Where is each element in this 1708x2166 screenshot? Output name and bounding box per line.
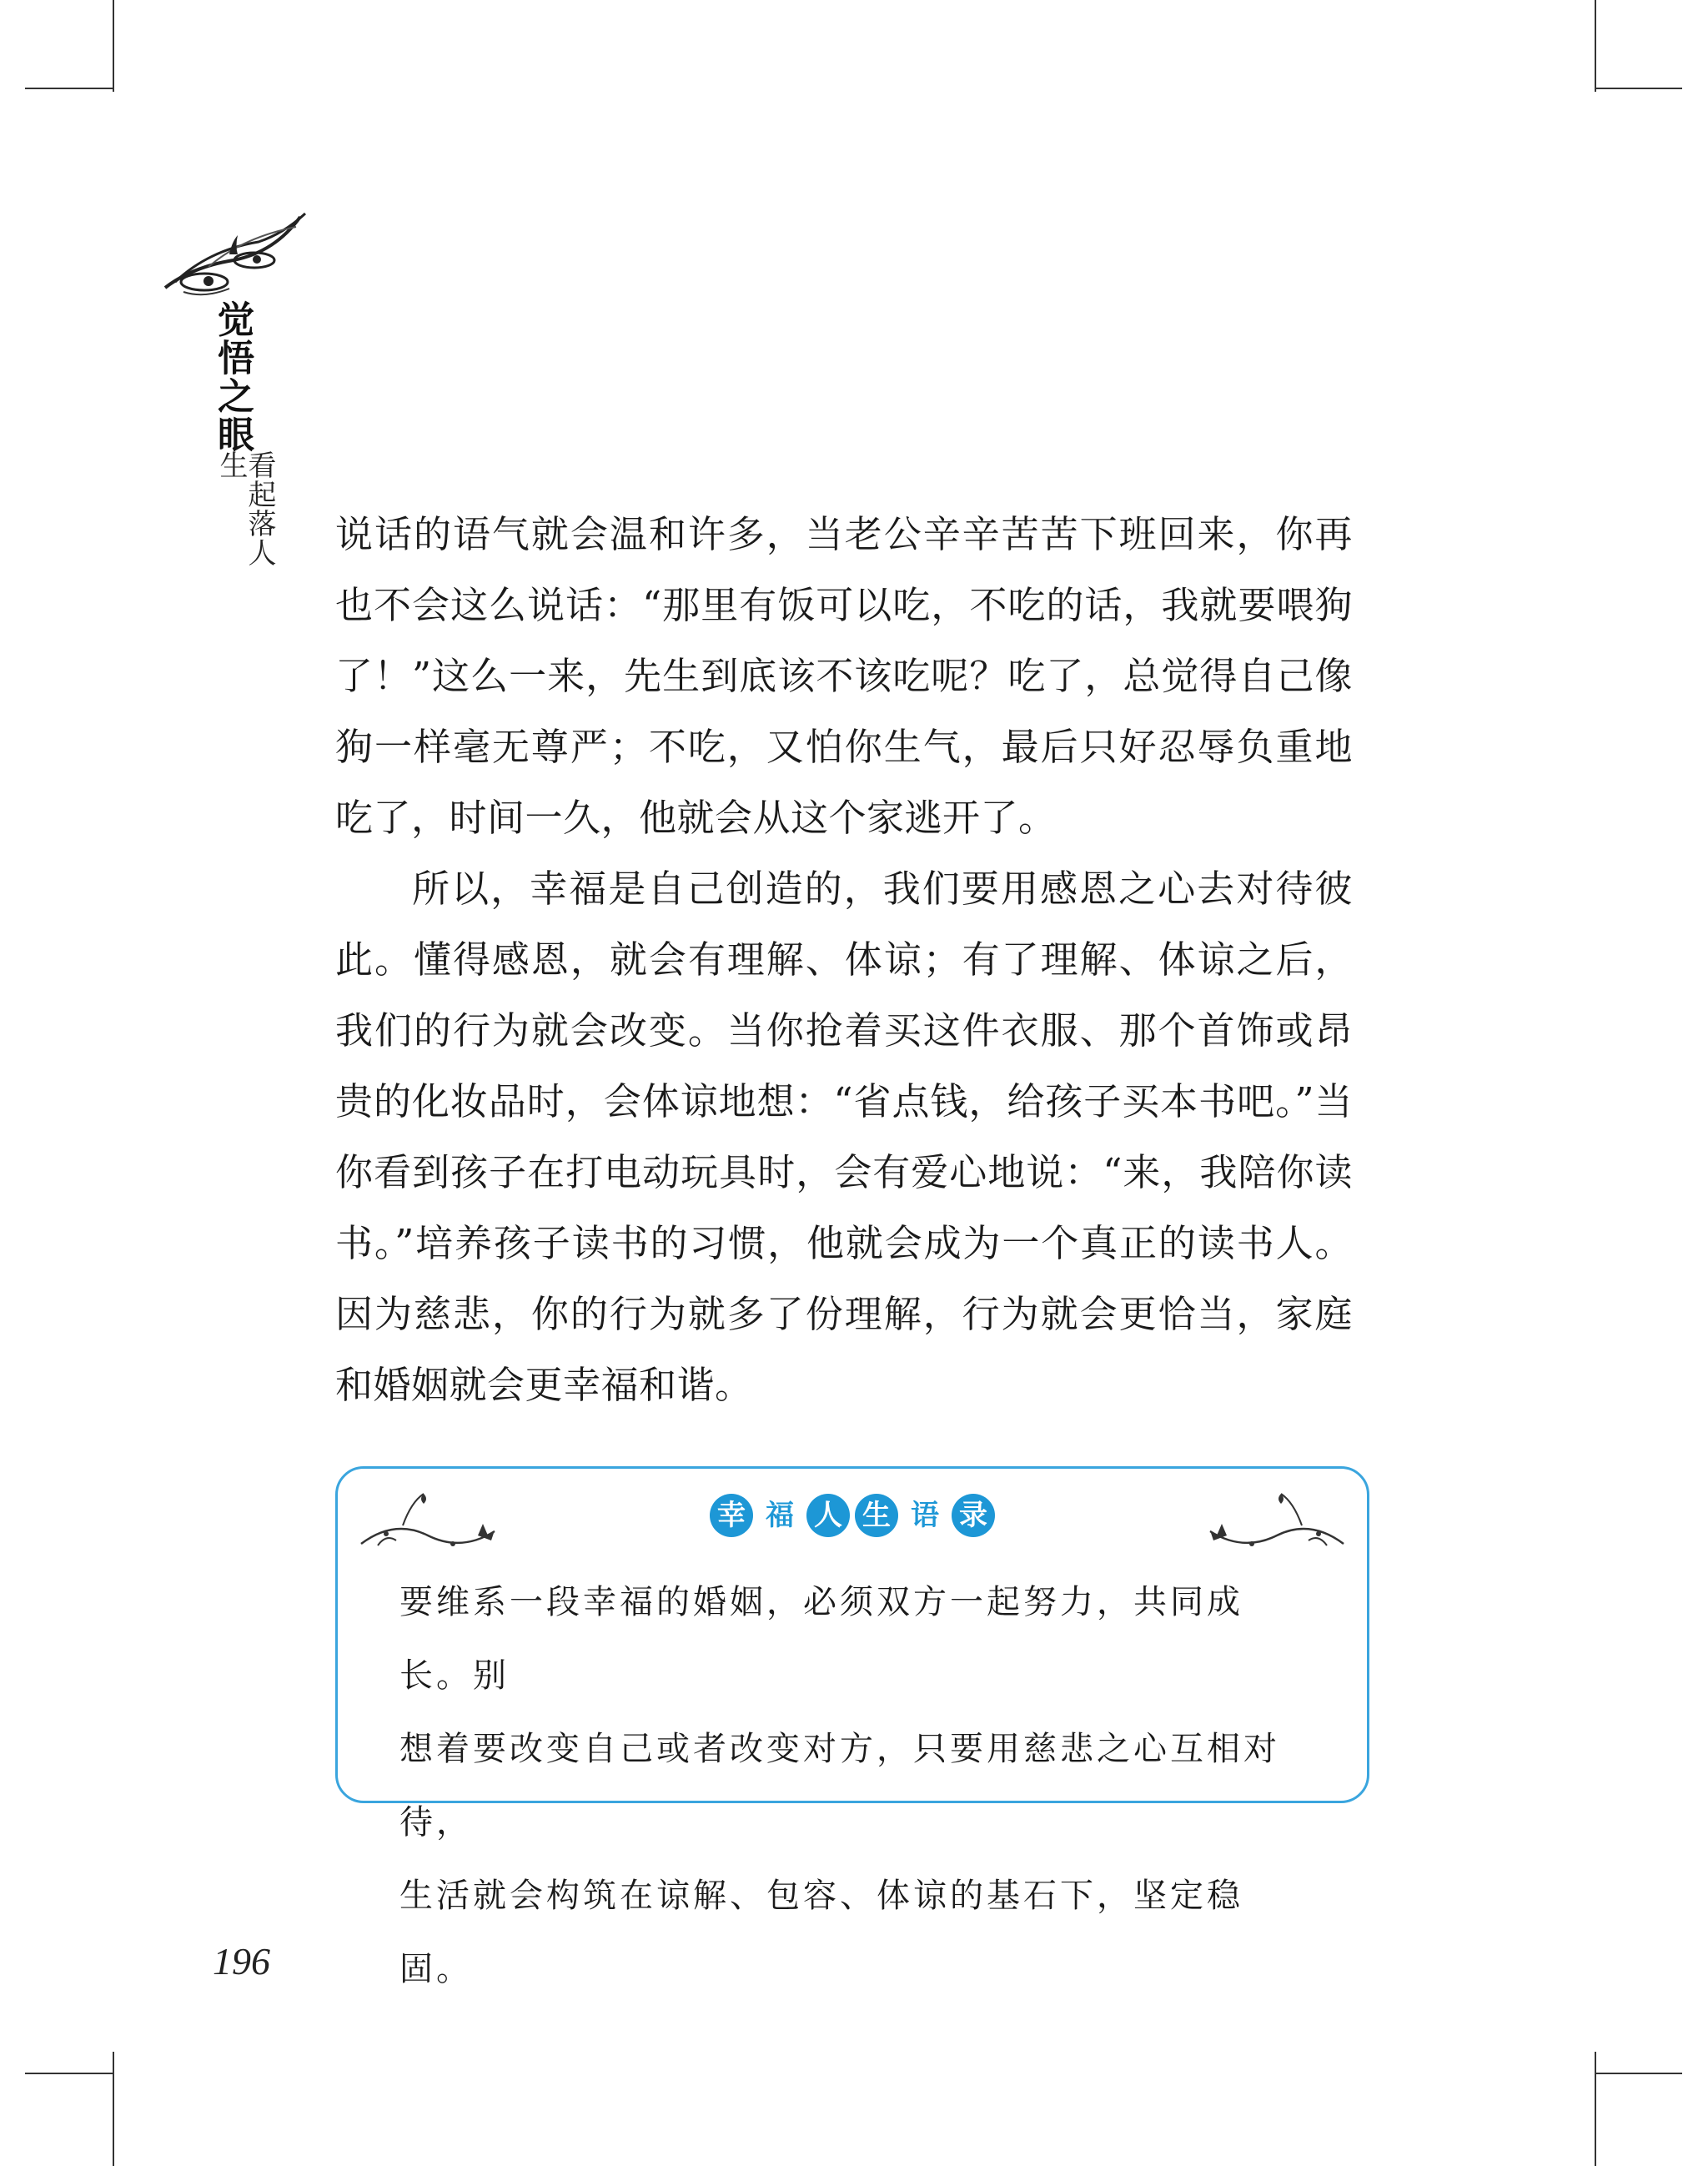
title-char: 幸 — [710, 1494, 753, 1537]
title-char: 福 — [766, 1499, 794, 1532]
title-char: 人 — [806, 1494, 850, 1537]
quote-text — [399, 1565, 1292, 2006]
paragraph: 说话的语气就会温和许多，当老公辛辛苦苦下班回来，你再也不会这么说话：“那里有饭可以吃，不吃的话，我就要喂狗了！”这么一来，先生到底该不该吃呢？吃了，总觉得自己像狗一样毫无尊严；不吃，又怕你生气，最后只好忍辱负重地吃了，时间一久，他就会从这个家逃开了。 — [335, 512, 1353, 840]
body-text — [335, 499, 1353, 1420]
eye-ornament-icon — [158, 209, 309, 300]
quote-box — [335, 1466, 1369, 1988]
quote-line: 想着要改变自己或者改变对方，只要用慈悲之心互相对待， — [399, 1730, 1280, 1842]
running-head — [158, 209, 325, 592]
running-head-subtitle: 看起落人生 — [214, 450, 276, 567]
crop-mark — [25, 88, 113, 89]
crop-mark — [113, 0, 114, 92]
page-number: 196 — [213, 1940, 270, 1983]
quote-box-title — [338, 1494, 1367, 1537]
crop-mark — [25, 2073, 114, 2074]
title-char: 生 — [855, 1494, 898, 1537]
title-char: 录 — [952, 1494, 995, 1537]
quote-line: 生活就会构筑在谅解、包容、体谅的基石下，坚定稳固。 — [399, 1877, 1243, 1988]
crop-mark — [1595, 2073, 1682, 2074]
running-head-title: 觉悟之眼 — [211, 300, 254, 454]
title-char: 语 — [911, 1499, 939, 1532]
crop-mark — [1595, 88, 1682, 89]
paragraph: 所以，幸福是自己创造的，我们要用感恩之心去对待彼此。懂得感恩，就会有理解、体谅；有了理解、体谅之后，我们的行为就会改变。当你抢着买这件衣服、那个首饰或昂贵的化妆品时，会体谅地想：“省点钱，给孩子买本书吧。”当你看到孩子在打电动玩具时，会有爱心地说：“来，我陪你读书。”培养孩子读书的习惯，他就会成为一个真正的读书人。因为慈悲，你的行为就多了份理解，行为就会更恰当，家庭和婚姻就会更幸福和谐。 — [335, 867, 1353, 1407]
crop-mark — [1595, 2052, 1596, 2166]
crop-mark — [113, 2052, 114, 2166]
crop-mark — [1595, 0, 1596, 92]
quote-line: 要维系一段幸福的婚姻，必须双方一起努力，共同成长。别 — [399, 1583, 1243, 1695]
